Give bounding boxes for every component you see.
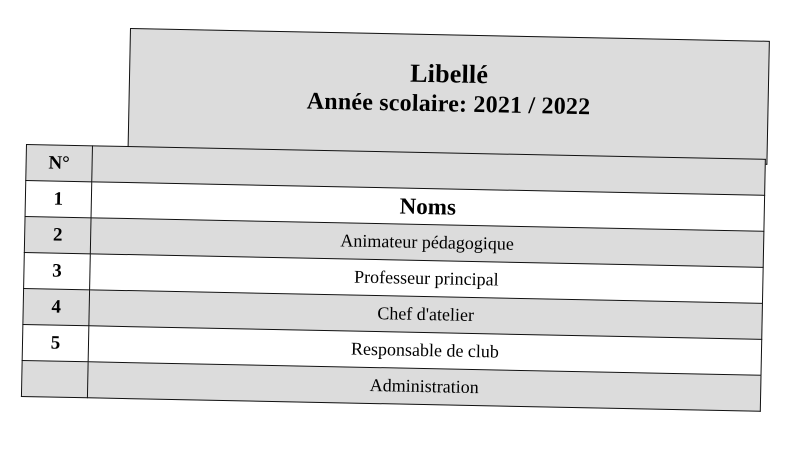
roles-table <box>21 144 766 412</box>
row-number-cell <box>21 360 88 397</box>
row-number-cell: 5 <box>22 324 89 361</box>
row-name-cell: Noms <box>91 182 765 231</box>
document-title: Libellé <box>409 58 489 90</box>
row-name-cell: Professeur principal <box>90 254 764 303</box>
row-name-cell: Responsable de club <box>88 326 762 375</box>
row-number-cell: N° <box>26 145 93 182</box>
row-name-cell: Animateur pédagogique <box>90 218 764 267</box>
row-name-cell: Chef d'atelier <box>89 290 763 339</box>
school-year-subtitle: Année scolaire: 2021 / 2022 <box>306 88 591 121</box>
row-name-cell: Administration <box>87 362 761 411</box>
row-number-cell: 3 <box>24 252 91 289</box>
row-number-cell: 1 <box>25 181 92 218</box>
roles-table-wrapper <box>21 144 766 412</box>
title-banner <box>128 28 770 165</box>
row-number-cell: 2 <box>24 216 91 253</box>
row-number-cell: 4 <box>23 288 90 325</box>
